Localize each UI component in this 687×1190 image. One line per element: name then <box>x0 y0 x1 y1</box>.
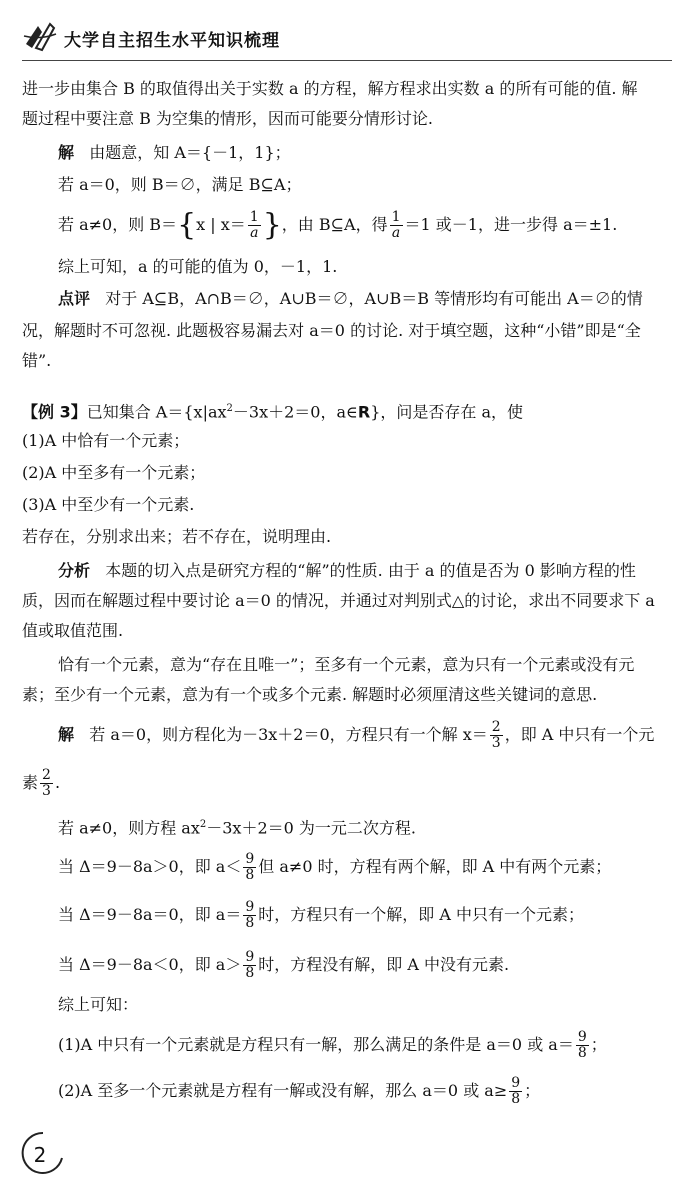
brace-close: } <box>262 207 282 243</box>
text-segment: 若 a＝0，则方程化为－3x＋2＝0，方程只有一个解 x＝ <box>89 725 488 744</box>
solution-line <box>58 720 654 751</box>
fraction: $\frac{2}{3}$ <box>42 767 51 799</box>
fraction: $\frac{2}{3}$ <box>491 719 501 751</box>
text-segment: ，由 B⊆A，得 <box>281 215 388 234</box>
text-line: 质，因而在解题过程中要讨论 a＝0 的情况，并通过对判别式△的讨论，求出不同要求下 a <box>22 591 655 610</box>
text-segment: －3x＋2＝0，a∈ <box>232 402 358 422</box>
example-label: 【例 3】 <box>22 402 87 422</box>
example-heading: 【例 3】已知集合 $A=\{x|ax^2-3x+2=0$，a∈R}，问是否存在 a，使 <box>22 402 523 422</box>
formula-line: 当 Δ＝9－8a＜0，即 a＞ $\frac{9}{8}$ 时，方程没有解，即 A 中没有元素. <box>58 949 510 981</box>
analysis-text: 本题的切入点是研究方程的“解”的性质. 由于 a 的值是否为 0 影响方程的性 <box>105 561 636 580</box>
text-line: 题过程中要注意 B 为空集的情形，因而可能要分情形讨论. <box>22 109 434 128</box>
formula-line: (2)A 至多一个元素就是方程有一解或没有解，那么 a＝0 或 a≥ $\frac{9}{8}$ ； <box>58 1075 541 1107</box>
text-segment: ，即 A 中只有一个元 <box>504 725 655 744</box>
question-item: (1)A 中恰有一个元素； <box>22 431 190 450</box>
analysis-label: 分析 <box>58 561 91 580</box>
analysis-line <box>58 560 636 582</box>
text-segment: }，问是否存在 a，使 <box>370 402 523 422</box>
fraction: $\frac{9}{8}$ <box>245 899 255 931</box>
text-segment: 若 a≠0，则 B＝ <box>58 215 178 234</box>
fraction: $\frac{1}{a}$ <box>391 209 401 241</box>
text-segment: x | x＝ <box>196 215 246 234</box>
solution-label: 解 <box>58 143 75 162</box>
page-number-badge <box>20 1130 66 1176</box>
text-segment: 已知集合 A＝{x|ax <box>86 402 227 422</box>
comment-text: 对于 A⊆B，A∩B＝∅，A∪B＝∅，A∪B＝B 等情形均有可能出 A＝∅的情 <box>105 289 643 308</box>
text-line: 恰有一个元素，意为“存在且唯一”；至多有一个元素，意为只有一个元素或没有元 <box>58 655 635 674</box>
text-line: 若 a＝0，则 B＝∅，满足 B⊆A； <box>58 175 302 194</box>
header-divider <box>22 60 672 61</box>
formula-line: 当 Δ＝9－8a＞0，即 a＜ $\frac{9}{8}$ 但 a≠0 时，方程有两个解，即 A 中有两个元素； <box>58 851 612 883</box>
fraction: $\frac{9}{8}$ <box>511 1075 521 1107</box>
text-segment: ＝1 或－1，进一步得 a＝±1. <box>404 215 618 234</box>
text-line: 况，解题时不可忽视. 此题极容易漏去对 a＝0 的讨论. 对于填空题，这种“小错”即是“全 <box>22 321 641 340</box>
formula-line: (1)A 中只有一个元素就是方程只有一解，那么满足的条件是 a＝0 或 a＝ $\frac{9}{8}$ ； <box>58 1029 607 1061</box>
page-number: 2 <box>33 1143 47 1167</box>
brace-open: { <box>177 207 197 243</box>
solution-label: 解 <box>58 725 75 744</box>
text-line: 综上可知，a 的可能的值为 0，－1，1. <box>58 257 338 276</box>
formula-line <box>58 207 618 243</box>
header-title: 大学自主招生水平知识梳理 <box>64 31 280 51</box>
formula-line: 素 $\frac{2}{3}$ . <box>22 767 61 799</box>
formula-line: 当 Δ＝9－8a＝0，即 a＝ $\frac{9}{8}$ 时，方程只有一个解，即 A 中只有一个元素； <box>58 899 585 931</box>
text-line: 素；至少有一个元素，意为有一个或多个元素. 解题时必须厘清这些关键词的意思. <box>22 685 598 704</box>
formula-line: 若 a≠0，则方程 $ax^2-3x+2=0$ 为一元二次方程. <box>58 818 416 838</box>
solution-text: 由题意，知 A＝{－1，1}； <box>89 143 291 162</box>
solution-line <box>58 142 291 164</box>
fraction: $\frac{9}{8}$ <box>577 1029 587 1061</box>
page-header <box>22 18 672 58</box>
fraction: $\frac{9}{8}$ <box>245 851 255 883</box>
question-item: (2)A 中至多有一个元素； <box>22 463 206 482</box>
fraction: $\frac{1}{a}$ <box>249 209 259 241</box>
book-logo-icon <box>22 18 58 54</box>
question-item: (3)A 中至少有一个元素. <box>22 495 195 514</box>
text-line: 进一步由集合 B 的取值得出关于实数 a 的方程，解方程求出实数 a 的所有可能的值. 解 <box>22 79 638 98</box>
comment-line <box>58 288 643 310</box>
fraction: $\frac{9}{8}$ <box>245 949 255 981</box>
text-line: 错”. <box>22 351 52 370</box>
text-line: 值或取值范围. <box>22 621 124 640</box>
text-line: 综上可知： <box>58 995 139 1014</box>
comment-label: 点评 <box>58 289 91 308</box>
text-line: 若存在，分别求出来；若不存在，说明理由. <box>22 527 332 546</box>
